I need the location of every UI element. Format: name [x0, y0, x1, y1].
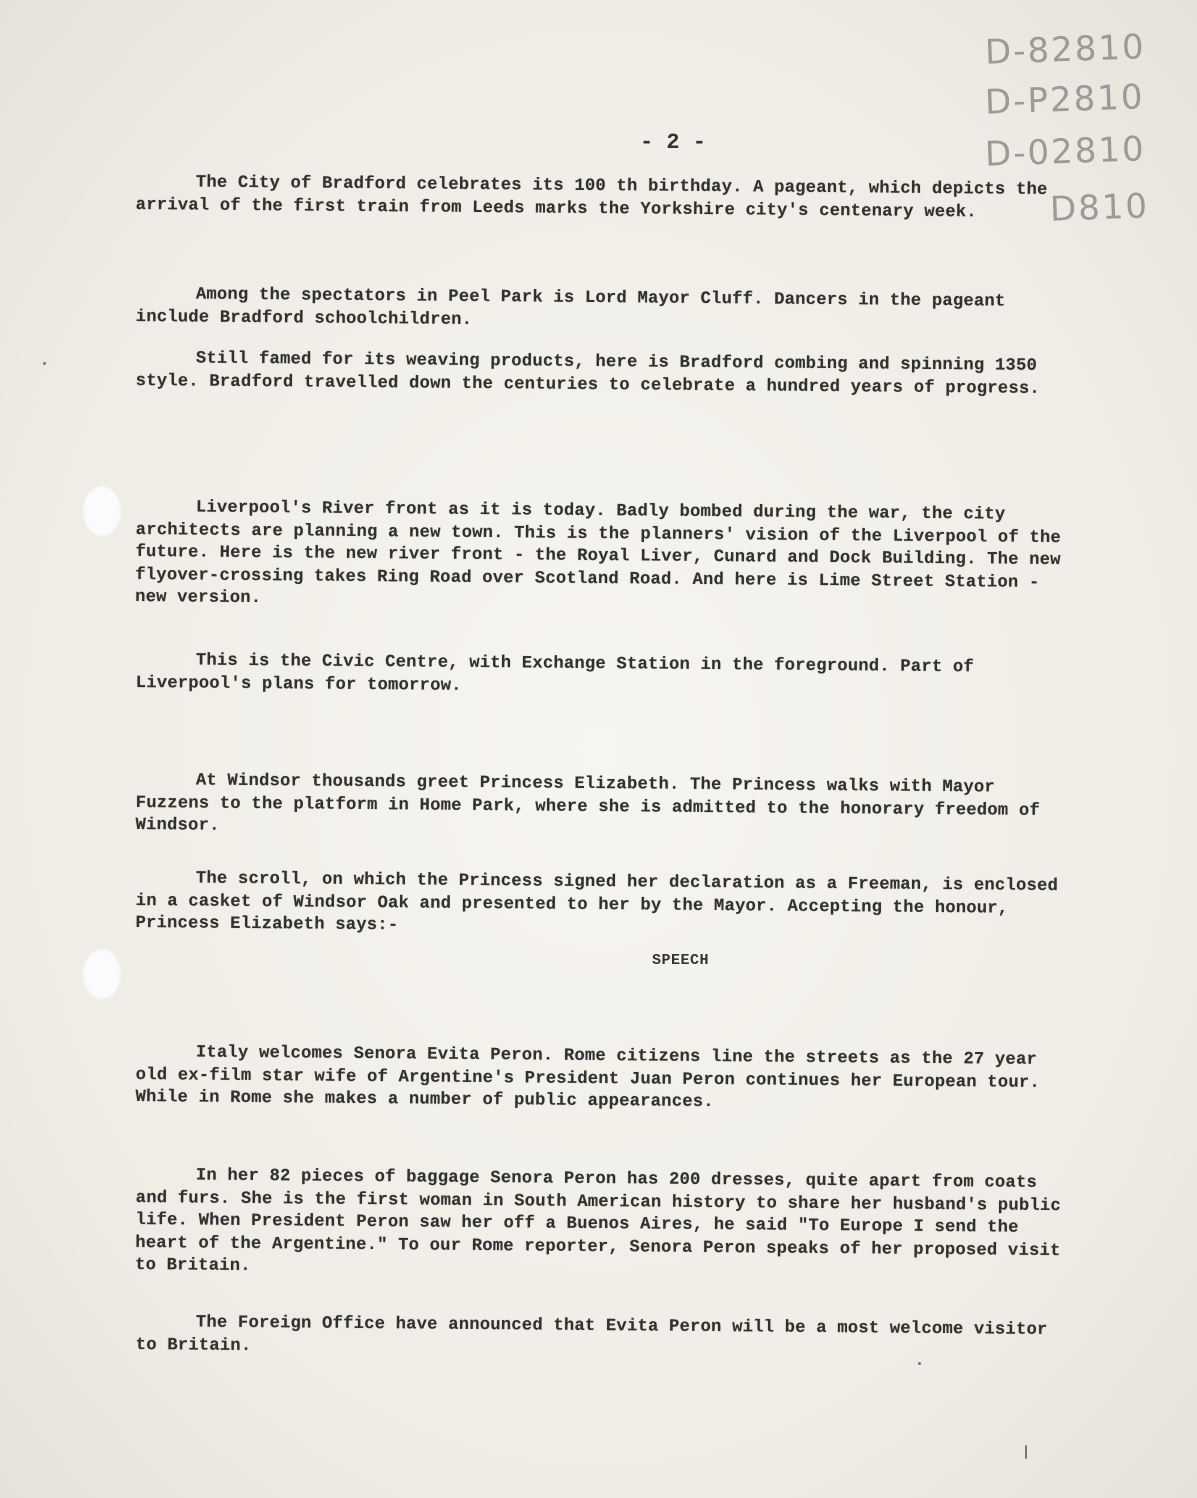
paragraph-text: The scroll, on which the Princess signed her declaration as a Freeman, is enclosed in a casket of Windsor Oak and presented to her by the Mayor. Accepting the honour, Princess Elizabeth says:- — [135, 869, 1059, 936]
punch-hole-top — [82, 485, 122, 537]
paragraph-scroll — [135, 868, 1076, 944]
paragraph-text: Among the spectators in Peel Park is Lord Mayor Cluff. Dancers in the pageant include Bradford schoolchildren. — [135, 285, 1006, 330]
paper-speck — [1025, 1445, 1027, 1459]
paragraph-text: Still famed for its weaving products, here is Bradford combing and spinning 1350 style. Bradford travelled down the centuries to celebrate a hundred years of progress. — [135, 349, 1040, 399]
paragraph-text: Italy welcomes Senora Evita Peron. Rome citizens line the streets as the 27 year old ex-film star wife of Argentine's President Juan Peron continues her European tour. While in Rome she makes a number of public appearances. — [135, 1043, 1040, 1113]
paper-speck — [43, 362, 46, 365]
page-number: - 2 - — [640, 130, 707, 155]
paragraph-text: The City of Bradford celebrates its 100 th birthday. A pageant, which depicts the arrival of the first train from Leeds marks the Yorkshire city's centenary week. — [135, 173, 1048, 222]
reference-number: D-82810 — [984, 27, 1147, 73]
punch-hole-bottom — [82, 948, 122, 1000]
paragraph-peel-park — [136, 284, 1076, 337]
reference-number: D810 — [1049, 186, 1150, 230]
paragraph-bradford-weaving — [136, 348, 1076, 401]
speech-label: SPEECH — [652, 952, 710, 969]
reference-number: D-02810 — [984, 129, 1147, 175]
paragraph-text: Liverpool's River front as it is today. Badly bombed during the war, the city architects are planning a new town. This is the planners' vision of the Liverpool of the future. Here is the new river front - the Royal Liver, Cunard and Dock Building. The new flyover-crossing takes Ring Road over Scotland Road. And here is Lime Street Station - new version. — [135, 498, 1062, 609]
paragraph-evita-rome — [135, 1042, 1076, 1118]
paragraph-text: At Windsor thousands greet Princess Elizabeth. The Princess walks with Mayor Fuzzens to the platform in Home Park, where she is admitted to the honorary freedom of Windsor. — [135, 771, 1040, 836]
paragraph-text: The Foreign Office have announced that Evita Peron will be a most welcome visitor to Britain. — [135, 1313, 1048, 1356]
paragraph-foreign-office — [136, 1312, 1076, 1365]
paragraph-evita-baggage — [135, 1165, 1076, 1286]
paragraph-windsor — [135, 770, 1076, 846]
paragraph-text: This is the Civic Centre, with Exchange Station in the foreground. Part of Liverpool's plans for tomorrow. — [135, 651, 975, 696]
paragraph-text: In her 82 pieces of baggage Senora Peron has 200 dresses, quite apart from coats and furs. She is the first woman in South American history to share her husband's public life. When President Peron saw her off a Buenos Aires, he said "To Europe I send the heart of the Argentine." To our Rome reporter, Senora Peron speaks of her proposed visit to Britain. — [135, 1166, 1062, 1277]
paragraph-bradford-birthday — [136, 172, 1076, 225]
paper-speck — [918, 1362, 921, 1365]
paragraph-liverpool-river-front — [135, 497, 1076, 618]
reference-number: D-P2810 — [984, 77, 1146, 123]
paragraph-civic-centre — [136, 650, 1076, 703]
